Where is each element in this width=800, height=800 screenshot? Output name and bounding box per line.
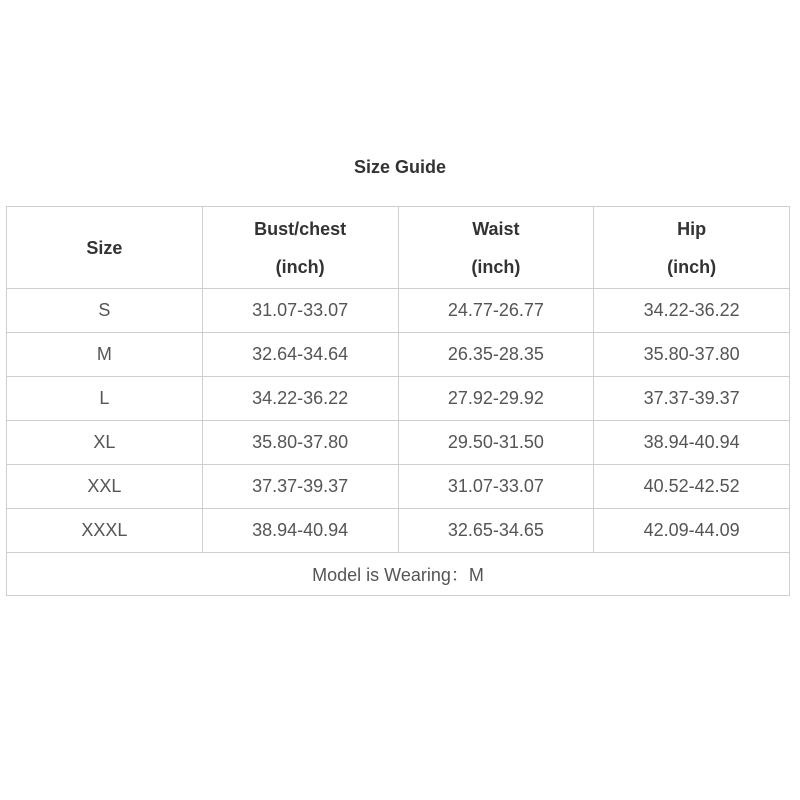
header-label: Size xyxy=(86,237,123,258)
cell-size: XXL xyxy=(7,465,203,509)
header-unit: (inch) xyxy=(667,256,717,277)
header-label: Hip xyxy=(677,218,707,239)
cell-waist: 26.35-28.35 xyxy=(398,333,594,377)
table-row xyxy=(7,509,790,553)
cell-waist: 29.50-31.50 xyxy=(398,421,594,465)
table-row xyxy=(7,421,790,465)
header-unit: (inch) xyxy=(275,256,325,277)
cell-waist: 27.92-29.92 xyxy=(398,377,594,421)
table-row xyxy=(7,289,790,333)
cell-bust: 31.07-33.07 xyxy=(202,289,398,333)
cell-size: XXXL xyxy=(7,509,203,553)
table-row xyxy=(7,377,790,421)
header-size xyxy=(7,207,203,289)
cell-bust: 32.64-34.64 xyxy=(202,333,398,377)
table-footer-row xyxy=(7,553,790,596)
cell-size: M xyxy=(7,333,203,377)
header-bust xyxy=(202,207,398,289)
cell-hip: 40.52-42.52 xyxy=(594,465,790,509)
header-waist xyxy=(398,207,594,289)
cell-hip: 35.80-37.80 xyxy=(594,333,790,377)
cell-bust: 37.37-39.37 xyxy=(202,465,398,509)
cell-bust: 38.94-40.94 xyxy=(202,509,398,553)
size-guide-table xyxy=(6,206,790,596)
table-row xyxy=(7,465,790,509)
cell-bust: 35.80-37.80 xyxy=(202,421,398,465)
cell-size: XL xyxy=(7,421,203,465)
cell-size: L xyxy=(7,377,203,421)
table-header-row xyxy=(7,207,790,289)
header-unit: (inch) xyxy=(471,256,521,277)
model-wearing-note: Model is Wearing：M xyxy=(7,553,790,596)
table-row xyxy=(7,333,790,377)
cell-size: S xyxy=(7,289,203,333)
cell-waist: 32.65-34.65 xyxy=(398,509,594,553)
header-hip xyxy=(594,207,790,289)
cell-waist: 31.07-33.07 xyxy=(398,465,594,509)
header-label: Bust/chest xyxy=(254,218,347,239)
cell-hip: 34.22-36.22 xyxy=(594,289,790,333)
cell-hip: 38.94-40.94 xyxy=(594,421,790,465)
cell-waist: 24.77-26.77 xyxy=(398,289,594,333)
cell-hip: 42.09-44.09 xyxy=(594,509,790,553)
page-title: Size Guide xyxy=(353,157,447,177)
header-label: Waist xyxy=(472,218,520,239)
cell-bust: 34.22-36.22 xyxy=(202,377,398,421)
cell-hip: 37.37-39.37 xyxy=(594,377,790,421)
